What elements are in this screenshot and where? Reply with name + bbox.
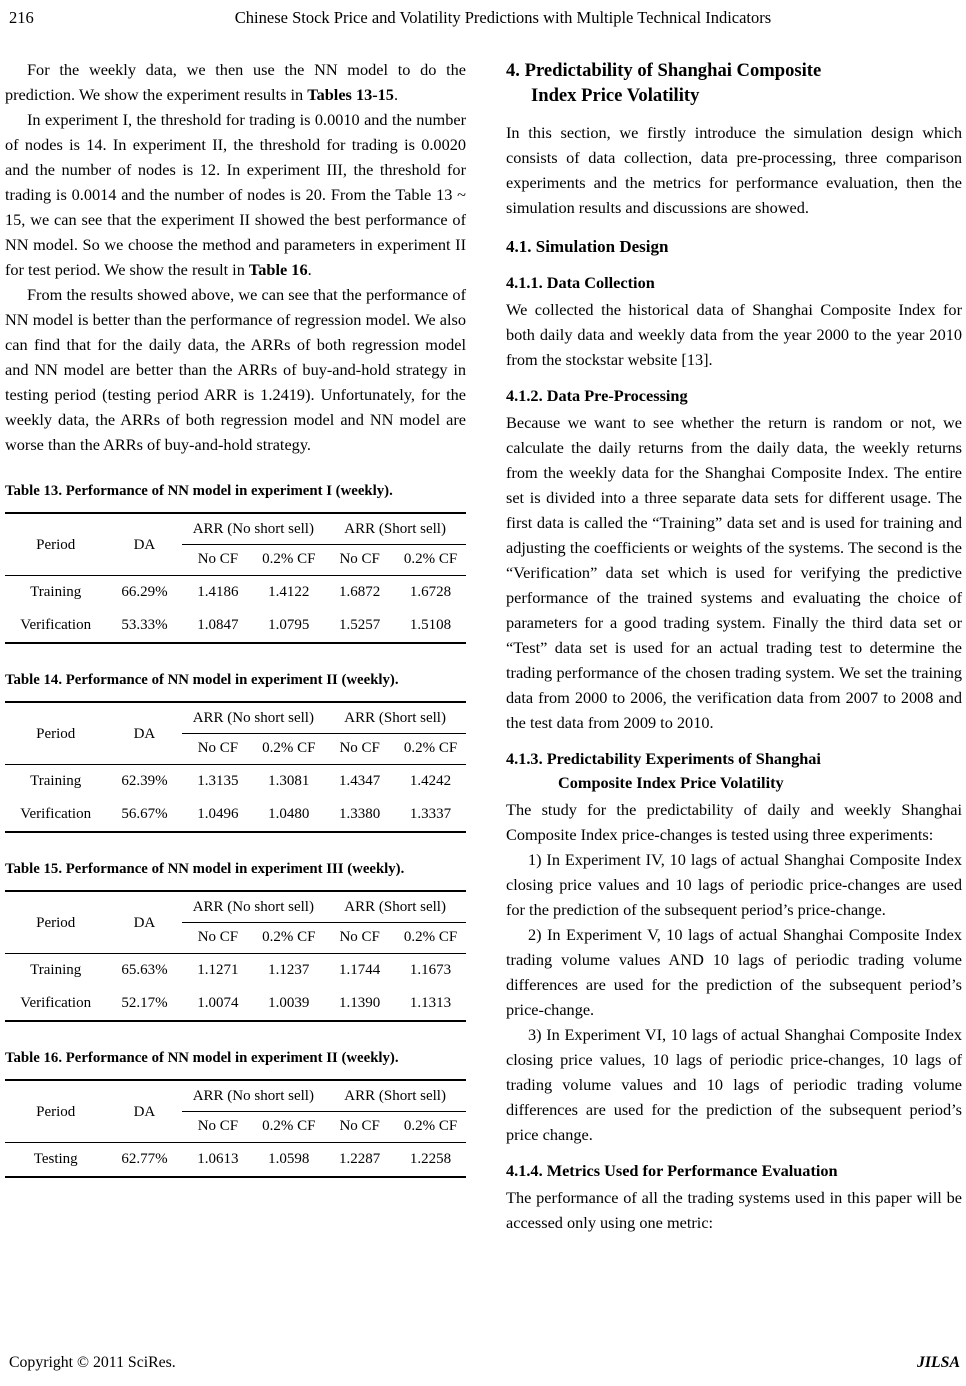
experiment-item-1: 1) In Experiment IV, 10 lags of actual Shanghai Composite Index closing price values and 10 lags of periodic price-changes are used for the prediction of the subsequent period’s price-change. bbox=[506, 850, 962, 919]
heading-4-1-1: 4.1.1. Data Collection bbox=[506, 273, 655, 292]
table-header-cell: Period bbox=[5, 702, 106, 765]
heading-4-1-2: 4.1.2. Data Pre-Processing bbox=[506, 386, 688, 405]
table-header-cell: 0.2% CF bbox=[395, 545, 466, 576]
table-cell: 65.63% bbox=[121, 962, 168, 978]
table-cell: 1.5257 bbox=[339, 617, 381, 633]
experiment-item-2: 2) In Experiment V, 10 lags of actual Shanghai Composite Index trading volume values AND 10 lags of periodic trading volume differences are used for the prediction of the subsequent period’s price-change. bbox=[506, 925, 962, 1019]
table-cell: 1.0598 bbox=[268, 1151, 310, 1167]
table-reference: Tables 13-15 bbox=[307, 85, 394, 104]
table-cell: 62.39% bbox=[121, 773, 168, 789]
paragraph-text: . bbox=[393, 85, 399, 104]
table-cell: 1.4347 bbox=[339, 773, 381, 789]
table-cell: 1.3337 bbox=[409, 806, 452, 822]
table-14-caption: Table 14. Performance of NN model in experiment II (weekly). bbox=[5, 672, 399, 688]
table-cell: 1.3380 bbox=[339, 806, 381, 822]
table-cell: 53.33% bbox=[121, 617, 168, 633]
table-header-cell: DA bbox=[106, 702, 182, 765]
two-column-body bbox=[5, 57, 962, 1235]
table-header-cell: 0.2% CF bbox=[253, 1112, 324, 1143]
table-header-cell: ARR (Short sell) bbox=[324, 1080, 466, 1112]
table-cell: 1.1744 bbox=[339, 962, 381, 978]
table-header-cell: ARR (No short sell) bbox=[182, 513, 324, 545]
table-header-cell: Period bbox=[5, 891, 106, 954]
heading-4-1-3 bbox=[506, 747, 962, 795]
table-13 bbox=[5, 512, 466, 644]
heading-line: Composite Index Price Volatility bbox=[558, 773, 784, 792]
section-heading-4 bbox=[506, 58, 962, 108]
table-header-cell: 0.2% CF bbox=[395, 1112, 466, 1143]
table-cell: 1.1390 bbox=[339, 995, 381, 1011]
paragraph: The study for the predictability of daily and weekly Shanghai Composite Index price-changes is tested using three experiments: bbox=[506, 800, 962, 844]
table-cell: 62.77% bbox=[121, 1151, 168, 1167]
table-header-cell: 0.2% CF bbox=[395, 923, 466, 954]
table-cell: Verification bbox=[20, 617, 92, 633]
heading-line: 4.1.3. Predictability Experiments of Shanghai bbox=[506, 749, 821, 768]
table-cell: 1.1237 bbox=[268, 962, 310, 978]
table-header-cell: No CF bbox=[324, 1112, 395, 1143]
table-header-cell: ARR (No short sell) bbox=[182, 702, 324, 734]
table-row bbox=[5, 765, 466, 799]
table-cell: 1.3081 bbox=[268, 773, 310, 789]
table-cell: 66.29% bbox=[121, 584, 168, 600]
table-header-cell: DA bbox=[106, 1080, 182, 1143]
paragraph: Because we want to see whether the return is random or not, we calculate the daily returns from the daily data, the weekly returns from the weekly data for the Shanghai Composite Index. The entire set is divided into a three separate data sets for different usage. The first data is called the “Training” data set and is used for training and adjusting the coefficients or weights of the systems. The second is the “Verification” data set which is used for verifying the predictive performance of the trained systems and evaluating the choice of parameters for a good trading system. Finally the third data set or “Test” data set is used for an actual trading test to determine the trading performance of the chosen trading system. We set the training data from 2000 to 2006, the verification data from 2007 to 2008 and the test data from 2009 to 2010. bbox=[506, 413, 962, 732]
table-header-cell: 0.2% CF bbox=[253, 734, 324, 765]
table-cell: 1.0613 bbox=[197, 1151, 239, 1167]
table-15-caption: Table 15. Performance of NN model in experiment III (weekly). bbox=[5, 861, 405, 877]
table-cell: 1.0795 bbox=[268, 617, 310, 633]
table-row bbox=[5, 987, 466, 1021]
table-row bbox=[5, 798, 466, 832]
table-cell: 1.1673 bbox=[409, 962, 452, 978]
table-header-cell: 0.2% CF bbox=[253, 923, 324, 954]
table-16 bbox=[5, 1079, 466, 1178]
table-header-cell: 0.2% CF bbox=[253, 545, 324, 576]
table-row bbox=[5, 576, 466, 610]
table-header-cell: No CF bbox=[324, 923, 395, 954]
table-header-cell: ARR (Short sell) bbox=[324, 513, 466, 545]
table-header-cell: No CF bbox=[182, 545, 253, 576]
journal-abbreviation: JILSA bbox=[916, 1354, 960, 1371]
paragraph: In this section, we firstly introduce the simulation design which consists of data collection, data pre-processing, three comparison experiments and the metrics for performance evaluation, then the simulation results and discussions are showed. bbox=[506, 123, 962, 217]
table-cell: 1.6872 bbox=[339, 584, 381, 600]
paragraph-text: For the weekly data, we then use the NN model to do the prediction. We show the experiment results in bbox=[5, 60, 466, 104]
page-header bbox=[0, 8, 966, 30]
table-13-caption: Table 13. Performance of NN model in experiment I (weekly). bbox=[5, 483, 393, 499]
table-cell: 1.5108 bbox=[409, 617, 452, 633]
paragraph-text: In experiment I, the threshold for trading is 0.0010 and the number of nodes is 14. In experiment II, the threshold for trading is 0.0020 and the number of nodes is 12. In experiment III, the threshold for trading is 0.0014 and the number of nodes is 20. From the Table 13 ~ 15, we can see that the experiment II showed the best performance of NN model. So we choose the method and parameters in experiment II for test period. We show the result in bbox=[5, 110, 466, 279]
table-cell: 1.0847 bbox=[197, 617, 239, 633]
table-header-cell: ARR (Short sell) bbox=[324, 702, 466, 734]
table-header-cell: Period bbox=[5, 1080, 106, 1143]
table-header-cell: DA bbox=[106, 513, 182, 576]
table-14 bbox=[5, 701, 466, 833]
paragraph: We collected the historical data of Shanghai Composite Index for both daily data and weekly data from the year 2000 to the year 2010 from the stockstar website [13]. bbox=[506, 300, 962, 369]
table-header-row bbox=[5, 1080, 466, 1112]
right-column bbox=[506, 57, 962, 1235]
table-cell: 1.4122 bbox=[268, 584, 310, 600]
heading-4-1-4: 4.1.4. Metrics Used for Performance Evaluation bbox=[506, 1161, 838, 1180]
heading-line: Index Price Volatility bbox=[531, 85, 700, 106]
table-cell: Testing bbox=[33, 1151, 78, 1167]
copyright-notice: Copyright © 2011 SciRes. bbox=[9, 1354, 176, 1371]
table-header-cell: No CF bbox=[324, 545, 395, 576]
table-cell: Verification bbox=[20, 995, 92, 1011]
paragraph-text: . bbox=[307, 260, 312, 279]
table-cell: 56.67% bbox=[121, 806, 168, 822]
left-column bbox=[5, 57, 466, 1235]
running-title: Chinese Stock Price and Volatility Predictions with Multiple Technical Indicators bbox=[234, 8, 772, 27]
table-cell: 1.1313 bbox=[409, 995, 452, 1011]
table-header-cell: No CF bbox=[182, 1112, 253, 1143]
table-row bbox=[5, 954, 466, 988]
table-cell: 52.17% bbox=[121, 995, 168, 1011]
paragraph bbox=[5, 107, 466, 282]
table-header-cell: ARR (Short sell) bbox=[324, 891, 466, 923]
table-cell: 1.2287 bbox=[339, 1151, 381, 1167]
paragraph: The performance of all the trading systems used in this paper will be accessed only using one metric: bbox=[506, 1188, 962, 1232]
table-cell: 1.0074 bbox=[197, 995, 239, 1011]
table-header-cell: 0.2% CF bbox=[395, 734, 466, 765]
table-header-cell: ARR (No short sell) bbox=[182, 1080, 324, 1112]
page-number: 216 bbox=[9, 8, 34, 27]
table-header-cell: DA bbox=[106, 891, 182, 954]
table-row bbox=[5, 1143, 466, 1178]
table-header-cell: No CF bbox=[182, 923, 253, 954]
table-header-row bbox=[5, 513, 466, 545]
table-cell: 1.1271 bbox=[197, 962, 239, 978]
table-reference: Table 16 bbox=[248, 260, 308, 279]
table-cell: 1.6728 bbox=[409, 584, 452, 600]
paragraph bbox=[5, 57, 466, 107]
table-header-row bbox=[5, 702, 466, 734]
table-cell: Training bbox=[30, 584, 82, 600]
table-header-cell: No CF bbox=[182, 734, 253, 765]
table-cell: Training bbox=[30, 773, 82, 789]
table-cell: 1.0496 bbox=[197, 806, 239, 822]
table-cell: Verification bbox=[20, 806, 92, 822]
table-cell: 1.0480 bbox=[268, 806, 310, 822]
table-header-cell: Period bbox=[5, 513, 106, 576]
table-header-row bbox=[5, 891, 466, 923]
page-footer bbox=[9, 1354, 960, 1372]
heading-4-1: 4.1. Simulation Design bbox=[506, 237, 669, 256]
heading-line: 4. Predictability of Shanghai Composite bbox=[506, 60, 822, 81]
paragraph: From the results showed above, we can see that the performance of NN model is better than the performance of regression model. We also can find that for the daily data, the ARRs of both regression model and NN model are better than the ARRs of buy-and-hold strategy in testing period (testing period ARR is 1.2419). Unfortunately, for the weekly data, the ARRs of both regression model and NN model are worse than the ARRs of buy-and-hold strategy. bbox=[5, 285, 466, 454]
table-row bbox=[5, 609, 466, 643]
experiment-item-3: 3) In Experiment VI, 10 lags of actual Shanghai Composite Index closing price values, 10 lags of periodic price-changes, 10 lags of trading volume values and 10 lags of periodic trading volume differences are used for the prediction of the subsequent period’s price change. bbox=[506, 1025, 962, 1144]
table-16-caption: Table 16. Performance of NN model in experiment II (weekly). bbox=[5, 1050, 399, 1066]
table-cell: 1.0039 bbox=[268, 995, 310, 1011]
table-cell: 1.4242 bbox=[409, 773, 452, 789]
table-15 bbox=[5, 890, 466, 1022]
table-cell: Training bbox=[30, 962, 82, 978]
table-cell: 1.2258 bbox=[409, 1151, 452, 1167]
table-header-cell: ARR (No short sell) bbox=[182, 891, 324, 923]
table-cell: 1.4186 bbox=[197, 584, 239, 600]
table-header-cell: No CF bbox=[324, 734, 395, 765]
table-cell: 1.3135 bbox=[197, 773, 239, 789]
